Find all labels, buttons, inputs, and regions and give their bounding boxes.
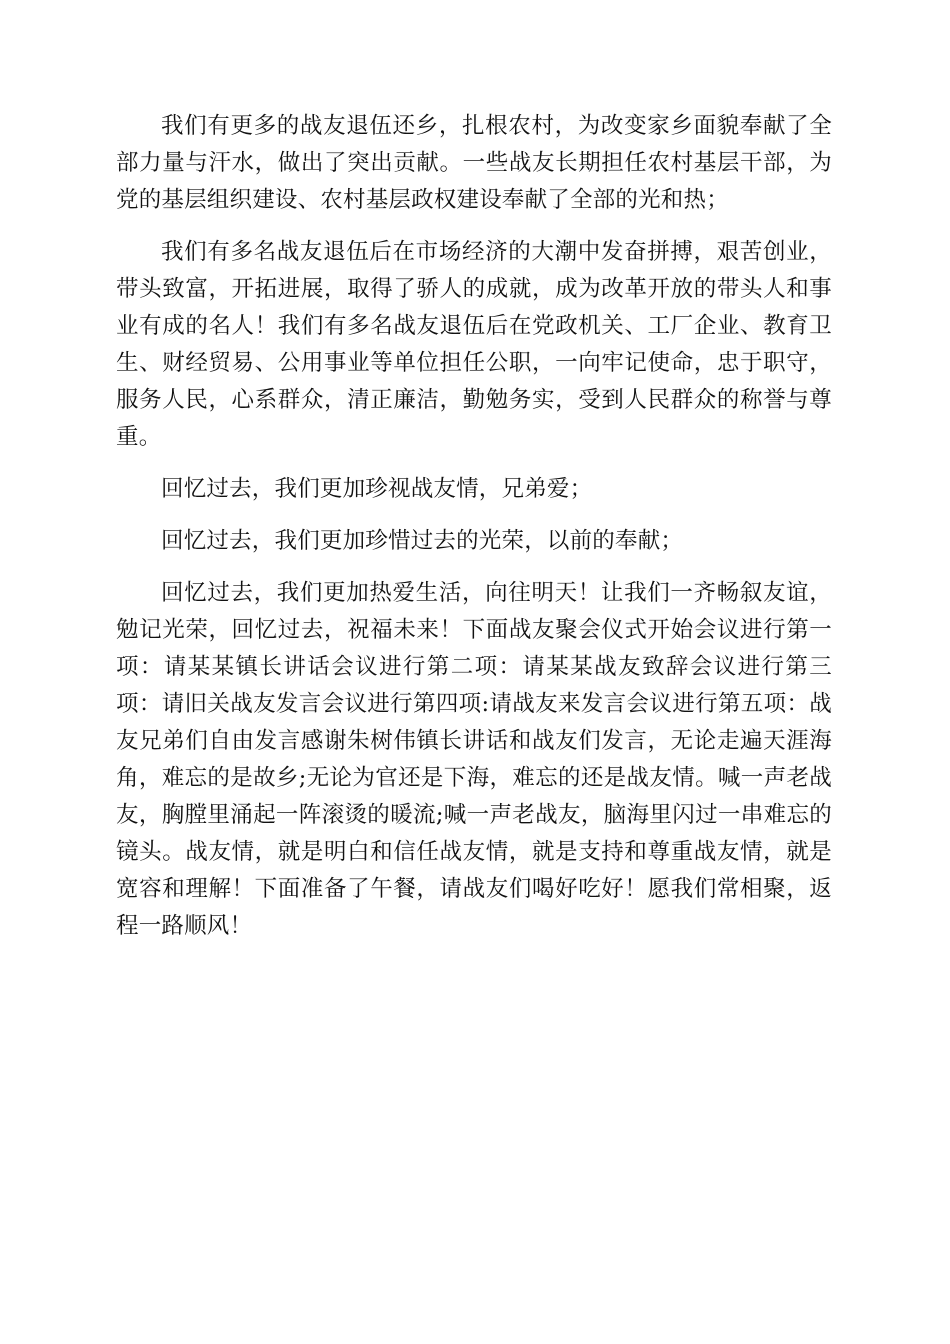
paragraph-recall-ceremony: 回忆过去，我们更加热爱生活，向往明天！让我们一齐畅叙友谊，勉记光荣，回忆过去，祝福未来！下面战友聚会仪式开始会议进行第一项：请某某镇长讲话会议进行第二项：请某某战友致辞会议进行第三项：请旧关战友发言会议进行第四项:请战友来发言会议进行第五项：战友兄弟们自由发言感谢朱树伟镇长讲话和战友们发言，无论走遍天涯海角，难忘的是故乡;无论为官还是下海，难忘的还是战友情。喊一声老战友，胸膛里涌起一阵滚烫的暖流;喊一声老战友，脑海里闪过一串难忘的镜头。战友情，就是明白和信任战友情，就是支持和尊重战友情，就是宽容和理解！下面准备了午餐，请战友们喝好吃好！愿我们常相聚，返程一路顺风！: [116, 580, 832, 939]
document-body: [116, 108, 832, 960]
paragraph-veterans-achievements: 我们有多名战友退伍后在市场经济的大潮中发奋拼搏，艰苦创业，带头致富，开拓进展，取得了骄人的成就，成为改革开放的带头人和事业有成的名人！我们有多名战友退伍后在党政机关、工厂企业、教育卫生、财经贸易、公用事业等单位担任公职，一向牢记使命，忠于职守，服务人民，心系群众，清正廉洁，勤勉务实，受到人民群众的称誉与尊重。: [116, 239, 832, 450]
paragraph-recall-glory: 回忆过去，我们更加珍惜过去的光荣，以前的奉献；: [161, 528, 684, 554]
paragraph-veterans-returned-home: 我们有更多的战友退伍还乡，扎根农村，为改变家乡面貌奉献了全部力量与汗水，做出了突出贡献。一些战友长期担任农村基层干部，为党的基层组织建设、农村基层政权建设奉献了全部的光和热；: [116, 113, 832, 213]
paragraph-recall-friendship: 回忆过去，我们更加珍视战友情，兄弟爱；: [161, 476, 593, 502]
